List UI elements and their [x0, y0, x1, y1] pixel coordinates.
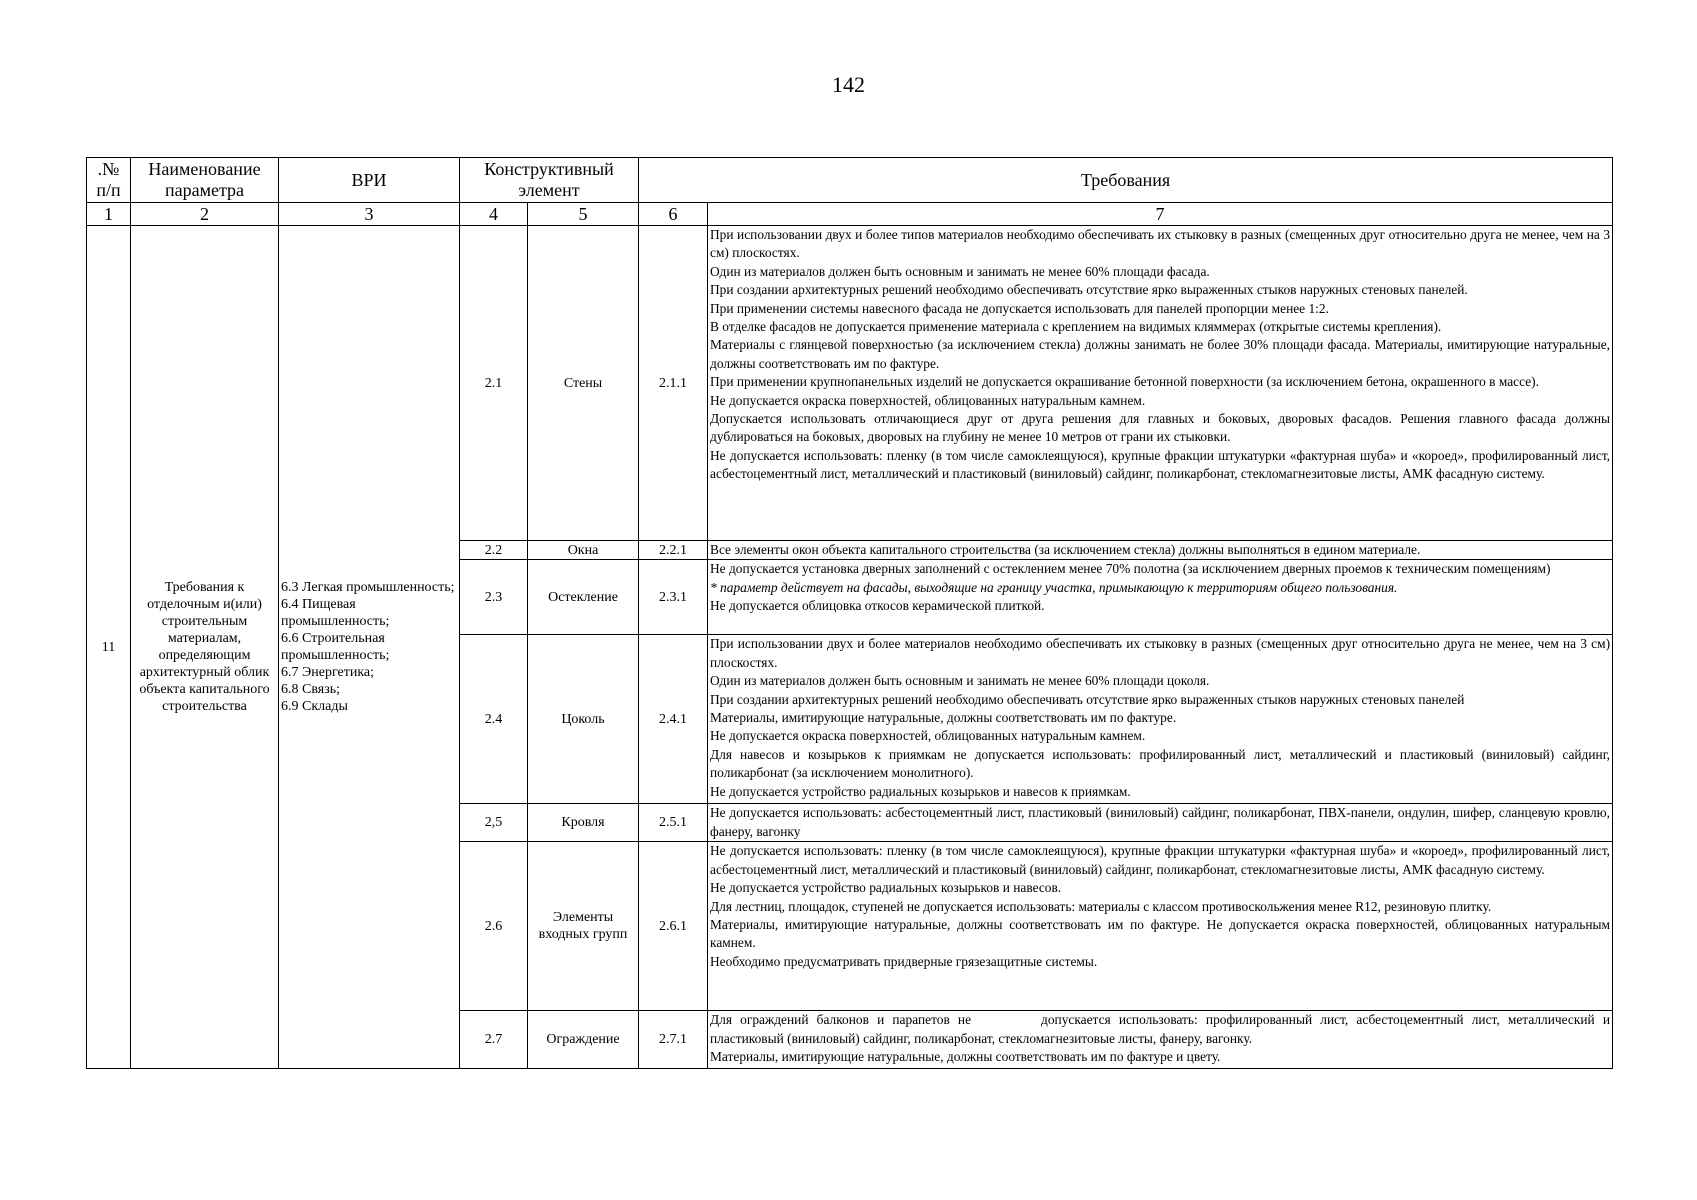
requirement-paragraph: Не допускается окраска поверхностей, облицованных натуральным камнем. — [710, 392, 1146, 408]
vri-item: 6.4 Пищевая промышленность; — [281, 597, 390, 630]
requirement-paragraph: Не допускается установка дверных заполнений с остеклением менее 70% полотна (за исключением дверных проемов к техническим помещениям) — [710, 561, 1551, 577]
vri-item: 6.7 Энергетика; — [281, 665, 375, 681]
requirement-paragraph: Необходимо предусматривать придверные грязезащитные системы. — [710, 953, 1098, 969]
column-number: 6 — [639, 203, 708, 226]
element-name: Остекление — [528, 560, 639, 635]
header-num: .№ п/п — [87, 158, 131, 203]
element-subcode: 2.7.1 — [639, 1011, 708, 1069]
requirement-paragraph: Не допускается окраска поверхностей, облицованных натуральным камнем. — [710, 728, 1146, 744]
requirement-fragment: допускается использовать: профилированный лист, асбестоцементный лист, металлический и пластиковый (виниловый) сайдинг, поликарбонат, стекломагнезитовые листы, фанеру, вагонку. — [710, 1012, 1611, 1046]
requirement-paragraph: Для лестниц, площадок, ступеней не допускается использовать: материалы с классом противоскольжения менее R12, резиновую плитку. — [710, 898, 1492, 914]
column-number: 1 — [87, 203, 131, 226]
requirement-paragraph: Один из материалов должен быть основным и занимать не менее 60% площади цоколя. — [710, 673, 1210, 689]
vri-list — [279, 226, 460, 1069]
requirement-paragraph: При создании архитектурных решений необходимо обеспечивать отсутствие ярко выраженных стыков наружных стеновых панелей — [710, 691, 1465, 707]
vri-item: 6.8 Связь; — [281, 682, 341, 698]
element-code: 2,5 — [460, 804, 528, 842]
requirements-table — [86, 157, 1613, 1069]
element-subcode: 2.2.1 — [639, 541, 708, 560]
requirement-paragraph: Не допускается устройство радиальных козырьков и навесов к приямкам. — [710, 783, 1131, 799]
element-name: Элементы входных групп — [528, 842, 639, 1011]
element-name: Кровля — [528, 804, 639, 842]
requirement-paragraph: Допускается использовать отличающиеся друг от друга решения для главных и боковых, дворовых фасадов. Решения главного фасада должны дублироваться на боковых, дворовых на глубину не менее 10 метров от грани их стыковки. — [710, 411, 1611, 445]
requirement-paragraph: Материалы с глянцевой поверхностью (за исключением стекла) должны занимать не более 30% площади фасада. Материалы, имитирующие натуральные, должны соответствовать им по фактуре. — [710, 337, 1611, 371]
requirement-text — [708, 635, 1613, 804]
element-subcode: 2.1.1 — [639, 226, 708, 541]
element-name: Стены — [528, 226, 639, 541]
element-subcode: 2.6.1 — [639, 842, 708, 1011]
column-number: 3 — [279, 203, 460, 226]
requirement-text — [708, 226, 1613, 541]
requirement-paragraph: Не допускается использовать: пленку (в том числе самоклеящуюся), крупные фракции штукатурки «фактурная шуба» и «короед», профилированный лист, асбестоцементный лист, металлический и пластиковый (виниловый) сайдинг, поликарбонат, стекломагнезитовые листы, АМК фасадную систему. — [710, 843, 1611, 877]
requirement-fragment: Для ограждений балконов и парапетов не — [710, 1012, 972, 1028]
header-row — [87, 158, 1613, 203]
element-subcode: 2.5.1 — [639, 804, 708, 842]
requirement-paragraph: Не допускается использовать: асбестоцементный лист, пластиковый (виниловый) сайдинг, поликарбонат, ПВХ-панели, ондулин, шифер, сланцевую кровлю, фанеру, вагонку — [710, 805, 1611, 839]
column-number-row — [87, 203, 1613, 226]
requirement-paragraph: Материалы, имитирующие натуральные, должны соответствовать им по фактуре. — [710, 710, 1177, 726]
page-number: 142 — [832, 72, 865, 97]
requirement-paragraph: Не допускается облицовка откосов керамической плиткой. — [710, 598, 1045, 614]
element-code: 2.2 — [460, 541, 528, 560]
element-subcode: 2.3.1 — [639, 560, 708, 635]
element-code: 2.3 — [460, 560, 528, 635]
requirement-text — [708, 804, 1613, 842]
requirement-paragraph — [710, 1011, 1610, 1048]
element-name: Ограждение — [528, 1011, 639, 1069]
element-name: Окна — [528, 541, 639, 560]
column-number: 2 — [131, 203, 279, 226]
element-code: 2.4 — [460, 635, 528, 804]
element-name: Цоколь — [528, 635, 639, 804]
requirement-paragraph: При использовании двух и более материалов необходимо обеспечивать их стыковку в разных (смещенных друг относительно друга не менее, чем на 3 см) плоскостях. — [710, 636, 1611, 670]
requirement-paragraph: Материалы, имитирующие натуральные, должны соответствовать им по фактуре и цвету. — [710, 1049, 1221, 1065]
requirement-text — [708, 541, 1613, 560]
vri-item: 6.6 Строительная промышленность; — [281, 631, 390, 664]
requirement-paragraph: Материалы, имитирующие натуральные, должны соответствовать им по фактуре. Не допускается окраска поверхностей, облицованных натуральным камнем. — [710, 917, 1611, 951]
requirement-paragraph: При использовании двух и более типов материалов необходимо обеспечивать их стыковку в разных (смещенных друг относительно друга не менее, чем на 3 см) плоскостях. — [710, 227, 1611, 261]
column-number: 7 — [708, 203, 1613, 226]
requirement-paragraph: Не допускается устройство радиальных козырьков и навесов. — [710, 880, 1062, 896]
element-code: 2.1 — [460, 226, 528, 541]
requirement-note: * параметр действует на фасады, выходящие на границу участка, примыкающую к территориям общего пользования. — [710, 579, 1398, 595]
requirement-paragraph: Все элементы окон объекта капитального строительства (за исключением стекла) должны выполняться в едином материале. — [710, 542, 1421, 557]
row-number: 11 — [87, 226, 131, 1069]
element-code: 2.7 — [460, 1011, 528, 1069]
requirement-paragraph: Не допускается использовать: пленку (в том числе самоклеящуюся), крупные фракции штукатурки «фактурная шуба» и «короед», профилированный лист, асбестоцементный лист, металлический и пластиковый (виниловый) сайдинг, поликарбонат, стекломагнезитовые листы, АМК фасадную систему. — [710, 447, 1611, 482]
requirement-paragraph: При применении системы навесного фасада не допускается использовать для панелей пропорции менее 1:2. — [710, 300, 1329, 316]
requirement-paragraph: При применении крупнопанельных изделий не допускается окрашивание бетонной поверхности (за исключением бетона, окрашенного в массе). — [710, 374, 1539, 390]
parameter-name: Требования к отделочным и(или) строительным материалам, определяющим архитектурный облик объекта капитального строительства — [131, 226, 279, 1069]
table-row — [87, 226, 1613, 541]
header-element: Конструктивный элемент — [460, 158, 639, 203]
column-number: 5 — [528, 203, 639, 226]
requirement-paragraph: При создании архитектурных решений необходимо обеспечивать отсутствие ярко выраженных стыков наружных стеновых панелей. — [710, 282, 1468, 298]
requirement-text — [708, 842, 1613, 1011]
header-param: Наименование параметра — [131, 158, 279, 203]
header-vri: ВРИ — [279, 158, 460, 203]
element-code: 2.6 — [460, 842, 528, 1011]
requirement-text — [708, 1011, 1613, 1069]
requirement-text — [708, 560, 1613, 635]
vri-item: 6.3 Легкая промышленность; — [281, 580, 455, 596]
element-subcode: 2.4.1 — [639, 635, 708, 804]
requirement-paragraph: Один из материалов должен быть основным и занимать не менее 60% площади фасада. — [710, 263, 1210, 279]
header-requirements: Требования — [639, 158, 1613, 203]
requirement-paragraph: Для навесов и козырьков к приямкам не допускается использовать: профилированный лист, металлический и пластиковый (виниловый) сайдинг, поликарбонат (за исключением монолитного). — [710, 746, 1611, 781]
column-number: 4 — [460, 203, 528, 226]
vri-item: 6.9 Склады — [281, 699, 348, 715]
requirement-paragraph: В отделке фасадов не допускается применение материала с креплением на видимых кляммерах (открытые системы крепления). — [710, 319, 1442, 335]
